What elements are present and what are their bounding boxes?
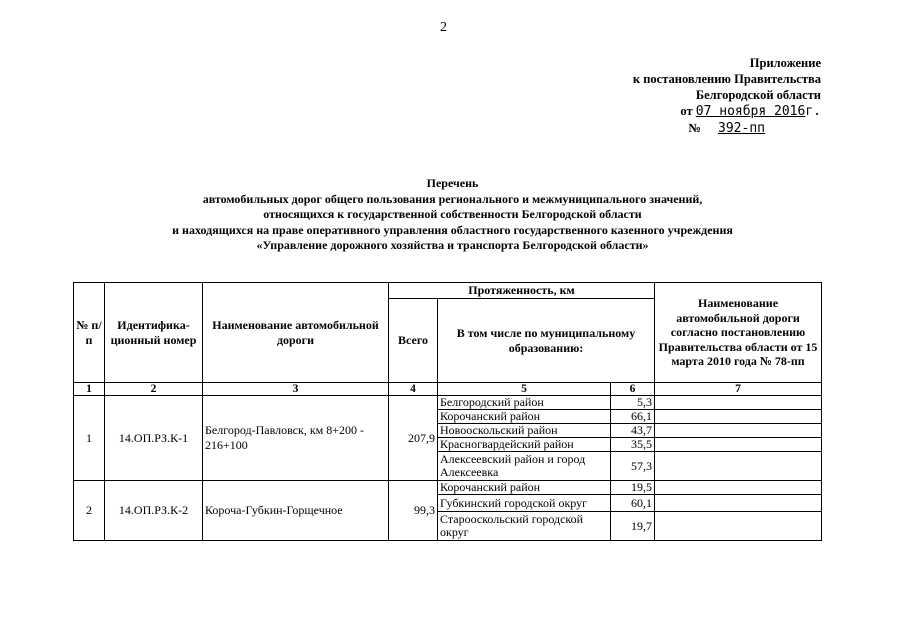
page-number: 2 <box>440 20 447 35</box>
date-prefix: от <box>680 104 693 118</box>
old-name-cell <box>655 410 822 424</box>
old-name-cell <box>655 424 822 438</box>
appendix-region: Белгородской области <box>695 88 821 102</box>
old-name-cell <box>655 512 822 541</box>
district-km: 66,1 <box>611 410 655 424</box>
district-name: Старооскольский городской округ <box>438 512 611 541</box>
road-name: Белгород-Павловск, км 8+200 - 216+100 <box>203 396 389 481</box>
district-name: Алексеевский район и город Алексеевка <box>438 452 611 481</box>
appendix-decree: к постановлению Правительства <box>632 72 821 86</box>
district-name: Новооскольский район <box>438 424 611 438</box>
district-km: 43,7 <box>611 424 655 438</box>
appendix-number <box>633 120 821 137</box>
old-name-cell <box>655 481 822 495</box>
column-index: 1 <box>74 383 105 396</box>
appendix-title: Приложение <box>749 56 821 70</box>
date-value: 07 ноября 2016 <box>695 104 806 119</box>
district-name: Белгородский район <box>438 396 611 410</box>
table-row <box>74 396 822 410</box>
road-id: 14.ОП.РЗ.К-1 <box>105 396 203 481</box>
district-km: 35,5 <box>611 438 655 452</box>
column-index: 4 <box>389 383 438 396</box>
column-index: 3 <box>203 383 389 396</box>
number-value: 392-пп <box>718 121 765 136</box>
table-row <box>74 481 822 495</box>
road-id: 14.ОП.РЗ.К-2 <box>105 481 203 541</box>
title-line: и находящихся на праве оперативного управления областного государственного казенного учреждения <box>172 222 733 237</box>
number-prefix: № <box>688 121 701 135</box>
column-index: 2 <box>105 383 203 396</box>
date-suffix: г. <box>805 104 821 119</box>
district-km: 57,3 <box>611 452 655 481</box>
title-line: автомобильных дорог общего пользования регионального и межмуниципального значений, <box>202 191 703 206</box>
district-km: 19,7 <box>611 512 655 541</box>
old-name-cell <box>655 438 822 452</box>
old-name-cell <box>655 452 822 481</box>
column-index: 6 <box>611 383 655 396</box>
appendix-date <box>633 103 821 120</box>
column-index: 5 <box>438 383 611 396</box>
header-length: Протяженность, км <box>389 283 655 299</box>
title-line: «Управление дорожного хозяйства и транспорта Белгородской области» <box>256 238 649 252</box>
road-num: 2 <box>74 481 105 541</box>
header-road-name: Наименование автомобильной дороги <box>203 283 389 383</box>
district-name: Красногвардейский район <box>438 438 611 452</box>
road-total: 99,3 <box>389 481 438 541</box>
roads-table <box>73 282 822 541</box>
district-name: Губкинский городской округ <box>438 495 611 512</box>
header-id: Идентифика- ционный номер <box>105 283 203 383</box>
header-by-municipality: В том числе по муниципальному образованию: <box>438 299 655 383</box>
road-num: 1 <box>74 396 105 481</box>
header-total: Всего <box>389 299 438 383</box>
header-num: № п/п <box>74 283 105 383</box>
header-old-name: Наименование автомобильной дороги согласно постановлению Правительства области от 15 марта 2010 года № 78-пп <box>655 283 822 383</box>
old-name-cell <box>655 495 822 512</box>
district-km: 19,5 <box>611 481 655 495</box>
district-name: Корочанский район <box>438 410 611 424</box>
appendix-block <box>633 55 821 137</box>
title-line: Перечень <box>426 176 479 190</box>
title-line: относящихся к государственной собственности Белгородской области <box>263 207 642 221</box>
document-title <box>0 176 905 254</box>
district-name: Корочанский район <box>438 481 611 495</box>
column-index: 7 <box>655 383 822 396</box>
road-name: Короча-Губкин-Горщечное <box>203 481 389 541</box>
road-total: 207,9 <box>389 396 438 481</box>
district-km: 5,3 <box>611 396 655 410</box>
district-km: 60,1 <box>611 495 655 512</box>
old-name-cell <box>655 396 822 410</box>
